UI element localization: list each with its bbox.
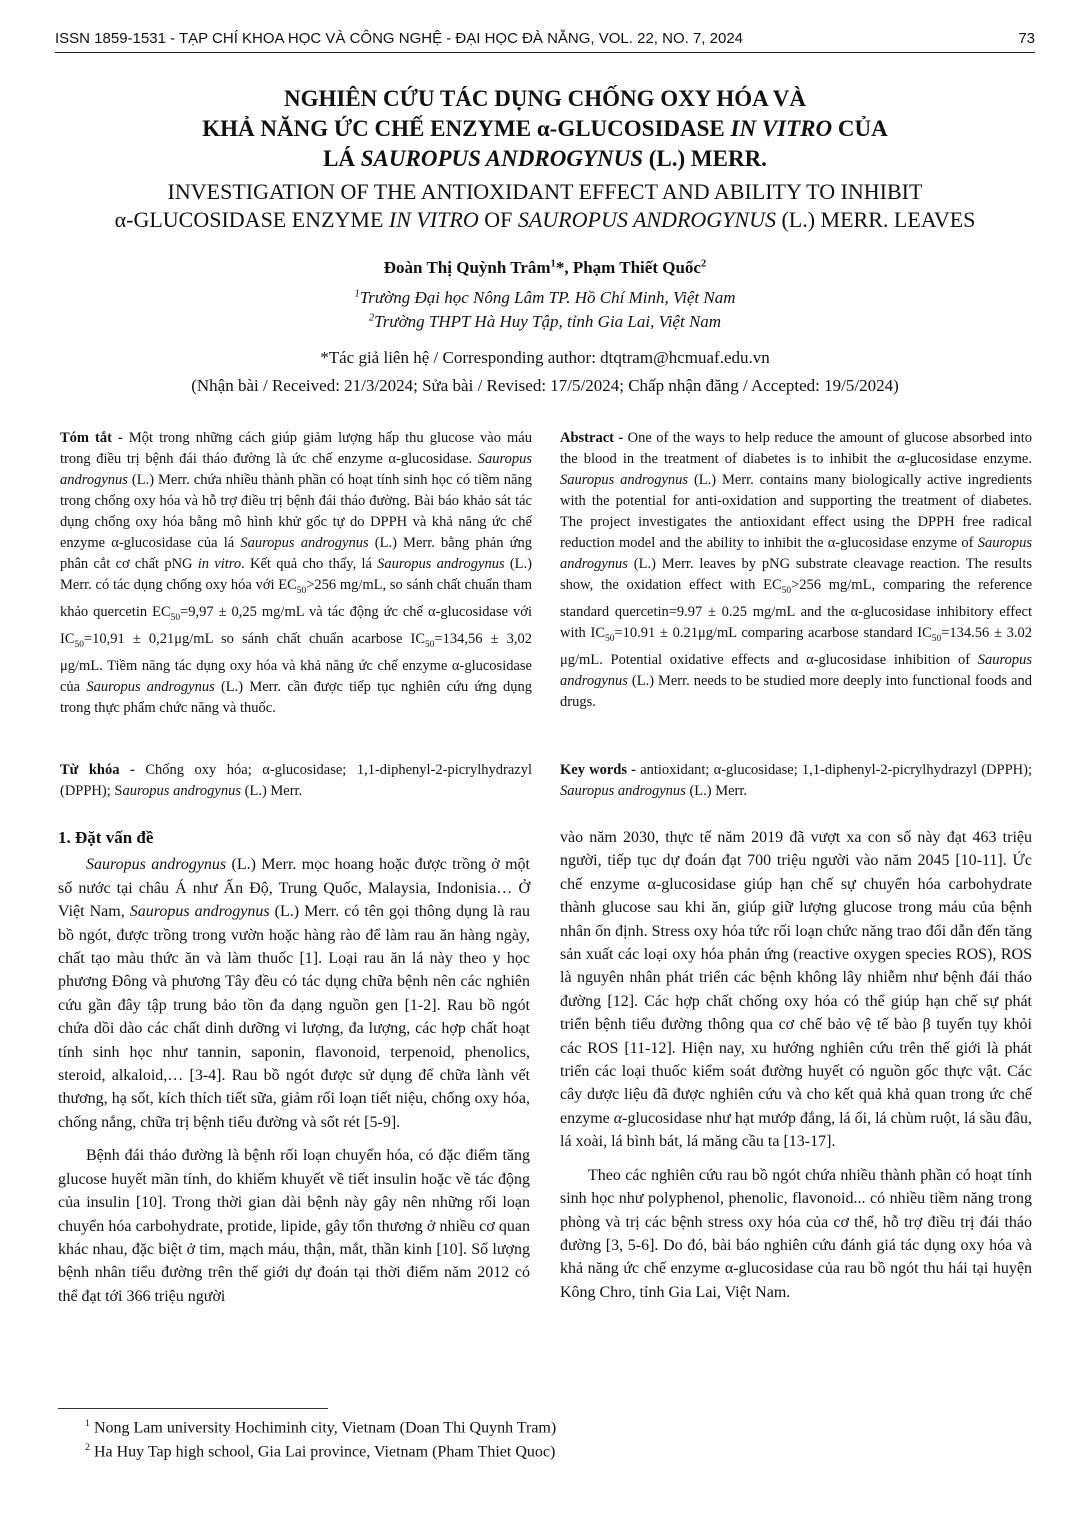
paragraph-4: Theo các nghiên cứu rau bồ ngót chứa nhiều thành phần có hoạt tính sinh học như polyphenol, phenolic, flavonoid... có nhiều tiềm năng trong phòng và trị các bệnh stress oxy hóa của cơ thể, hỗ trợ điều trị đái tháo đường [3, 5-6]. Do đó, bài báo nghiên cứu đánh giá tác dụng oxy hóa và khả năng ức chế enzyme α-glucosidase của rau bồ ngót thu hái tại huyện Kông Chro, tỉnh Gia Lai, Việt Nam. [560,1166,1032,1301]
submission-dates: (Nhận bài / Received: 21/3/2024; Sửa bài / Revised: 17/5/2024; Chấp nhận đăng / Accepted: 19/5/2024) [191,376,899,395]
running-header [55,30,1035,47]
abstract-english: Abstract - One of the ways to help reduce the amount of glucose absorbed into the blood in the treatment of diabetes is to inhibit the α-glucosidase enzyme. Sauropus androgynus (L.) Merr. contains many biologically active ingredients with the potential for anti-oxidation and supporting the treatment of diabetes. The project investigates the antioxidant effect using the DPPH free radical reduction model and the ability to inhibit the α-glucosidase enzyme of Sauropus androgynus (L.) Merr. leaves by pNG substrate cleavage reaction. The results show, the oxidation effect with $EC_{50}>256$ mg/mL, comparing the reference standard quercetin=9.97 ± 0.25 mg/mL and the α-glucosidase inhibitory effect with $IC_{50}=10.91 \pm 0.21\mu g/mL$ comparing acarbose standard $IC_{50}=134.56 \pm 3.02$ μg/mL. Potential oxidative effects and α-glucosidase inhibition of Sauropus androgynus (L.) Merr. needs to be studied more deeply into functional foods and drugs. [560,430,1033,710]
keywords-vietnamese: Từ khóa - Chống oxy hóa; α-glucosidase; 1,1-diphenyl-2-picrylhydrazyl (DPPH); Sauropus androgynus (L.) Merr. [60,762,532,799]
title-english [55,178,1035,234]
journal-info: ISSN 1859-1531 - TẠP CHÍ KHOA HỌC VÀ CÔNG NGHỆ - ĐẠI HỌC ĐÀ NẴNG, VOL. 22, NO. 7, 2024 [55,30,744,47]
body-column-right [560,826,1032,1314]
affiliation-2: $^2$Trường THPT Hà Huy Tập, tỉnh Gia Lai, Việt Nam [368,312,722,331]
body-column-left [58,826,530,1318]
title-en-line-1: INVESTIGATION OF THE ANTIOXIDANT EFFECT AND ABILITY TO INHIBIT [167,179,923,204]
section-heading: 1. Đặt vấn đề [58,828,154,847]
header-rule [55,52,1035,53]
paragraph-1: Sauropus androgynus (L.) Merr. mọc hoang hoặc được trồng ở một số nước tại châu Á như Ấn Độ, Trung Quốc, Malaysia, Indonisia… Ở Việt Nam, Sauropus androgynus (L.) Merr. có tên gọi thông dụng là rau bồ ngót, được trồng trong vườn hoặc hàng rào để làm rau ăn hàng ngày, chất tạo màu thức ăn và làm thuốc [1]. Loại rau ăn lá này theo y học phương Đông và phương Tây đều có tác dụng chữa bệnh nên các nghiên cứu gần đây tập trung bảo tồn đa dạng nguồn gen [1-2]. Rau bồ ngót chứa dồi dào các chất dinh dưỡng vi lượng, đa lượng, các hợp chất hoạt tính sinh học như tannin, saponin, flavonoid, terpenoid, phenolics, steroid, alkaloid,… [3-4]. Rau bồ ngót được sử dụng để chữa lành vết thương, hạ sốt, kích thích tiết sữa, giảm rối loạn tiết niệu, chống oxy hóa, chống nắng, chữa trị bệnh tiểu đường và sốt rét [5-9]. [58,856,530,1131]
title-vi-line-2: KHẢ NĂNG ỨC CHẾ ENZYME α-GLUCOSIDASE IN VITRO CỦA [202,116,888,141]
title-en-line-2: α-GLUCOSIDASE ENZYME IN VITRO OF SAUROPUS ANDROGYNUS (L.) MERR. LEAVES [114,207,976,232]
corresponding-author: *Tác giả liên hệ / Corresponding author: dtqtram@hcmuaf.edu.vn [320,348,770,367]
abstract-vietnamese: Tóm tắt - Một trong những cách giúp giảm lượng hấp thu glucose vào máu trong điều trị bệnh đái tháo đường là ức chế enzyme α-glucosidase. Sauropus androgynus (L.) Merr. chứa nhiều thành phần có hoạt tính sinh học có tiềm năng trong chống oxy hóa và hỗ trợ điều trị bệnh đái tháo đường. Bài báo khảo sát tác dụng chống oxy hóa bằng mô hình khử gốc tự do DPPH và khả năng ức chế enzyme α-glucosidase của lá Sauropus androgynus (L.) Merr. bằng phản ứng phân cắt cơ chất pNG in vitro. Kết quả cho thấy, lá Sauropus androgynus (L.) Merr. có tác dụng chống oxy hóa với $EC_{50}>256$ mg/mL, so sánh chất chuẩn tham khảo quercetin $EC_{50}=9,97 \pm 0,25$ mg/mL và tác động ức chế α-glucosidase với $IC_{50}=10,91 \pm 0,21\mu g/mL$ so sánh chất chuẩn acarbose $IC_{50}=134,56 \pm 3,02$ μg/mL. Tiềm năng tác dụng oxy hóa và khả năng ức chế enzyme α-glucosidase của Sauropus androgynus (L.) Merr. cần được tiếp tục nghiên cứu ứng dụng trong thực phẩm chức năng và thuốc. [60,430,533,716]
title-vi-line-1: NGHIÊN CỨU TÁC DỤNG CHỐNG OXY HÓA VÀ [283,86,806,111]
title-vi-line-3: LÁ SAUROPUS ANDROGYNUS (L.) MERR. [323,146,767,171]
author-2: Phạm Thiết Quốc [572,258,701,277]
title-vietnamese [55,84,1035,174]
paragraph-2: Bệnh đái tháo đường là bệnh rối loạn chuyển hóa, có đặc điểm tăng glucose huyết mãn tính, do khiếm khuyết về tiết insulin hoặc về tác động của insulin [10]. Trong thời gian dài bệnh này gây nên những rối loạn chuyển hóa carbohydrate, protide, lipide, gây tổn thương ở nhiều cơ quan khác nhau, đặc biệt ở tim, mạch máu, thận, mắt, thần kinh [10]. Số lượng bệnh nhân tiểu đường trên thế giới dự đoán tại thời điểm năm 2012 có thể đạt tới 366 triệu người [58,1147,530,1305]
affiliation-1: $^1$Trường Đại học Nông Lâm TP. Hồ Chí Minh, Việt Nam [354,288,736,307]
footnote-2: $^2$ Ha Huy Tap high school, Gia Lai province, Vietnam (Pham Thiet Quoc) [85,1442,556,1461]
footnote-rule [58,1408,328,1409]
page-number: 73 [1018,30,1035,47]
keywords-english: Key words - antioxidant; α-glucosidase; 1,1-diphenyl-2-picrylhydrazyl (DPPH); Sauropus androgynus (L.) Merr. [560,762,1032,799]
paragraph-3: vào năm 2030, thực tế năm 2019 đã vượt xa con số này đạt 463 triệu người, tiếp tục dự đoán đạt 700 triệu người vào năm 2045 [10-11]. Ức chế enzyme α-glucosidase giúp hạn chế sự chuyển hóa carbohydrate thành glucose sau khi ăn, giúp giữ lượng glucose trong máu của bệnh nhân ổn định. Stress oxy hóa tức rối loạn chức năng trao đổi dẫn đến tăng sản xuất các loại oxy hóa phản ứng (reactive oxygen species ROS), ROS là nguyên nhân phát triển các bệnh không lây nhiễm như bệnh đái tháo đường [12]. Các hợp chất chống oxy hóa có thể giúp hạn chế sự phát triển bệnh tiểu đường thông qua cơ chế bảo vệ tế bào β tuyến tụy khỏi các ROS [11-12]. Hiện nay, xu hướng nghiên cứu trên thế giới là phát triển các loại thuốc kiểm soát đường huyết có nguồn gốc thực vật. Các cây dược liệu đã được nghiên cứu và cho kết quả khả quan trong ức chế enzyme α-glucosidase như hạt mướp đắng, lá ổi, lá chùm ruột, lá sầu đâu, lá xoài, lá bình bát, lá măng cầu ta [13-17]. [560,829,1032,1151]
author-list: Đoàn Thị Quỳnh Trâm$^1$*, Phạm Thiết Quốc$^2$ [383,258,707,277]
footnote-1: $^1$ Nong Lam university Hochiminh city, Vietnam (Doan Thi Quynh Tram) [85,1418,557,1437]
author-1: Đoàn Thị Quỳnh Trâm [383,258,551,277]
